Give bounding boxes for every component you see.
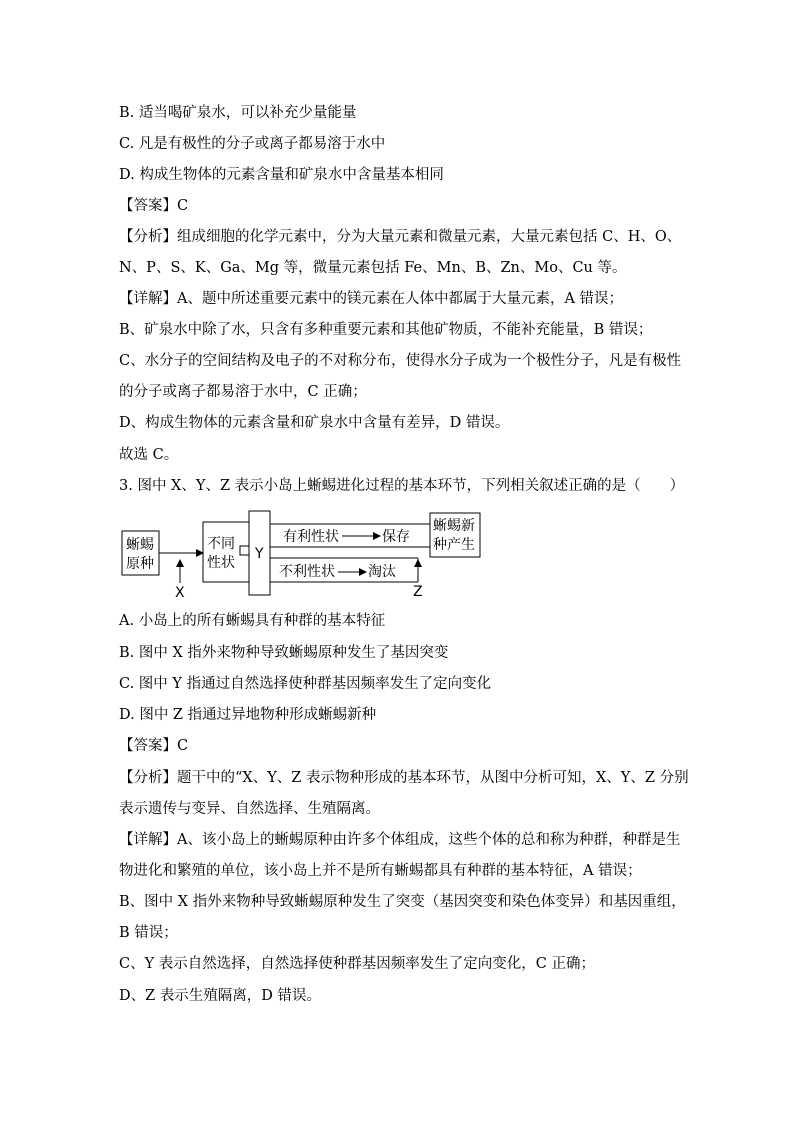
different-traits-box — [203, 522, 249, 582]
option-b: B. 图中 X 指外来物种导致蜥蜴原种发生了基因突变 — [119, 645, 449, 661]
preserve-label: 保存 — [382, 529, 410, 545]
unfavorable-traits-label: 不利性状 — [279, 564, 335, 580]
different-traits-label: 不同 — [207, 536, 235, 552]
option-d: D. 构成生物体的元素含量和矿泉水中含量基本相同 — [119, 167, 444, 183]
eliminate-label: 淘汰 — [368, 564, 396, 580]
new-species-label: 蜥蜴新 — [433, 518, 475, 534]
explanation-line: 【详解】A、该小岛上的蜥蜴原种由许多个体组成，这些个体的总和称为种群，种群是生 — [119, 832, 681, 848]
explanation-line: 的分子或离子都易溶于水中，C 正确； — [119, 384, 367, 400]
option-d: D. 图中 Z 指通过异地物种形成蜥蜴新种 — [119, 707, 377, 723]
explanation-line: D、Z 表示生殖隔离，D 错误。 — [119, 988, 322, 1004]
analysis-line: 表示遗传与变异、自然选择、生殖隔离。 — [119, 801, 380, 817]
label-z: Z — [413, 584, 423, 600]
original-species-label: 原种 — [126, 556, 154, 572]
different-traits-label: 性状 — [207, 555, 235, 571]
label-y: Y — [255, 546, 264, 562]
original-species-label: 蜥蜴 — [126, 537, 154, 553]
option-c: C. 凡是有极性的分子或离子都易溶于水中 — [119, 136, 386, 152]
analysis-line: 【分析】组成细胞的化学元素中，分为大量元素和微量元素，大量元素包括 C、H、O、 — [119, 229, 682, 245]
answer-line: 【答案】C — [119, 738, 189, 754]
explanation-line: C、Y 表示自然选择，自然选择使种群基因频率发生了定向变化，C 正确； — [119, 956, 595, 972]
option-a: A. 小岛上的所有蜥蜴具有种群的基本特征 — [119, 613, 386, 629]
question-3-stem: 3. 图中 X、Y、Z 表示小岛上蜥蜴进化过程的基本环节，下列相关叙述正确的是（ ） — [119, 478, 685, 494]
analysis-line: 【分析】题干中的“X、Y、Z 表示物种形成的基本环节，从图中分析可知，X、Y、Z 分别 — [119, 770, 689, 786]
option-c: C. 图中 Y 指通过自然选择使种群基因频率发生了定向变化 — [119, 676, 492, 692]
explanation-line: B 错误； — [119, 925, 178, 941]
explanation-line: C、水分子的空间结构及电子的不对称分布，使得水分子成为一个极性分子，凡是有极性 — [119, 353, 682, 369]
selection-y-box — [249, 511, 270, 595]
new-species-box — [430, 513, 480, 557]
explanation-line: D、构成生物体的元素含量和矿泉水中含量有差异，D 错误。 — [119, 415, 510, 431]
conclusion-line: 故选 C。 — [119, 447, 179, 463]
analysis-line: N、P、S、K、Ga、Mg 等，微量元素包括 Fe、Mn、B、Zn、Mo、Cu 等。 — [119, 260, 627, 276]
explanation-line: 物进化和繁殖的单位，该小岛上并不是所有蜥蜴都具有种群的基本特征，A 错误； — [119, 863, 642, 879]
original-species-box — [122, 531, 159, 575]
favorable-traits-label: 有利性状 — [283, 529, 339, 545]
new-species-label: 种产生 — [433, 537, 475, 553]
explanation-line: 【详解】A、题中所述重要元素中的镁元素在人体中都属于大量元素，A 错误； — [119, 291, 624, 307]
option-b: B. 适当喝矿泉水，可以补充少量能量 — [119, 105, 357, 121]
explanation-line: B、矿泉水中除了水，只含有多种重要元素和其他矿物质，不能补充能量，B 错误； — [119, 322, 653, 338]
label-x: X — [175, 585, 185, 601]
answer-line: 【答案】C — [119, 198, 189, 214]
explanation-line: B、图中 X 指外来物种导致蜥蜴原种发生了突变（基因突变和染色体变异）和基因重组， — [119, 894, 686, 910]
small-square — [240, 546, 249, 555]
